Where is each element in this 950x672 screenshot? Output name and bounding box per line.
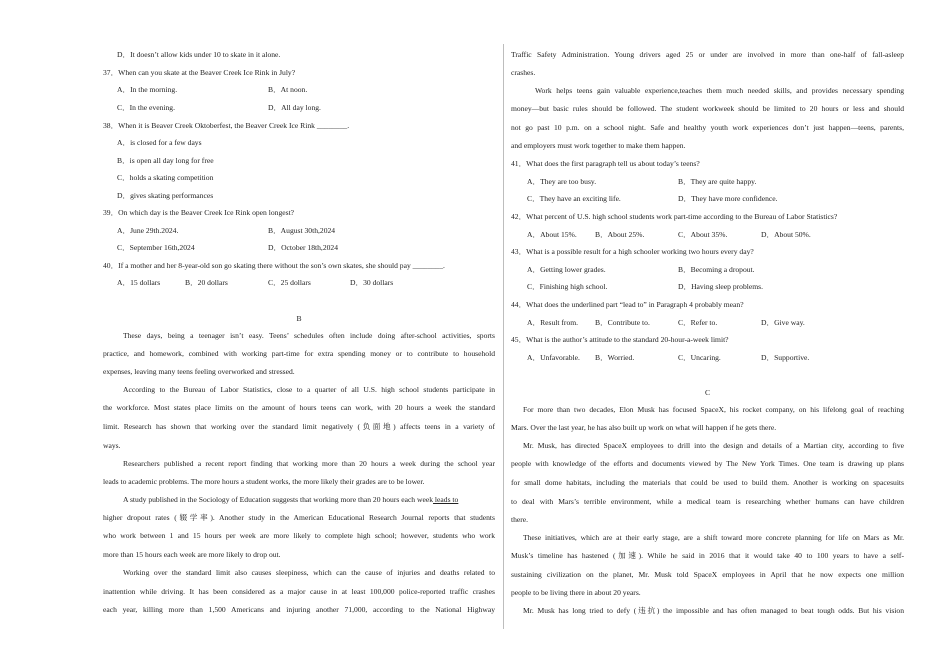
passage-c-line: These initiatives, which are at their early stage, are a shift toward more concrete planning for life on Mars as Mr. xyxy=(523,533,904,542)
passage-b-text: A study published in the Sociology of Education suggests that working more than 20 hours each week xyxy=(123,495,434,504)
passage-b-line: not go past 10 p.m. on a school night. Safe and healthy youth work experiences don’t just happen—teens, parents, xyxy=(511,123,904,132)
passage-c-line: people with knowledge of the efforts and documents viewed by The New York Times. One team is drawing up plans xyxy=(511,459,904,468)
section-b-heading: B xyxy=(296,314,302,323)
passage-b-line: the workforce. Most states place limits on the amount of hours teens can work, with 20 hours a week the standard xyxy=(103,403,495,412)
q41-option-d: D．They have more confidence. xyxy=(678,194,778,203)
q38-option-a: A．is closed for a few days xyxy=(117,138,202,147)
q42-option-d: D．About 50%. xyxy=(761,230,811,239)
q38-option-c: C．holds a skating competition xyxy=(117,173,214,182)
q38-question: 38．When it is Beaver Creek Oktoberfest, the Beaver Creek Ice Rink ________. xyxy=(103,121,350,130)
passage-c-line: there. xyxy=(511,515,529,524)
passage-b-line: higher dropout rates (辍学率). Another study in the American Educational Research Journal reports that students xyxy=(103,513,495,522)
q43-option-b: B．Becoming a dropout. xyxy=(678,265,755,274)
q39-option-a: A．June 29th.2024. xyxy=(117,226,179,235)
passage-b-line: Working over the standard limit also causes sleepiness, which can the cause of injuries and deaths related to xyxy=(123,568,495,577)
passage-b-line: expenses, leaving many teens feeling overworked and stressed. xyxy=(103,367,295,376)
q44-option-b: B．Contribute to. xyxy=(595,318,650,327)
q41-question: 41．What does the first paragraph tell us about today’s teens? xyxy=(511,159,700,168)
q36-option-d: D．It doesn’t allow kids under 10 to skate in it alone. xyxy=(117,50,281,59)
q40-option-a: A．15 dollars xyxy=(117,278,161,287)
q43-option-a: A．Getting lower grades. xyxy=(527,265,606,274)
passage-b-line: more than 15 hours each week are more likely to drop out. xyxy=(103,550,281,559)
q41-option-a: A．They are too busy. xyxy=(527,177,597,186)
passage-b-line: who work between 1 and 15 hours per week are more likely to complete high school; however, students who work xyxy=(103,531,495,540)
q44-question: 44．What does the underlined part “lead to” in Paragraph 4 probably mean? xyxy=(511,300,744,309)
passage-c-line: For more than two decades, Elon Musk has focused SpaceX, his rocket company, on his lifelong goal of reaching xyxy=(523,405,904,414)
q38-option-d: D．gives skating performances xyxy=(117,191,214,200)
passage-c-line: sustaining civilization on the planet, Mr. Musk told SpaceX employees in April that he now expects one million xyxy=(511,570,904,579)
passage-b-line: money—but basic rules should be followed. The student workweek should be limited to 20 hours or less and should xyxy=(511,104,904,113)
q42-option-a: A．About 15%. xyxy=(527,230,577,239)
q42-option-b: B．About 25%. xyxy=(595,230,645,239)
passage-c-line: Mars. Over the last year, he has also built up work on what will happen if he gets there. xyxy=(511,423,777,432)
q44-option-c: C．Refer to. xyxy=(678,318,718,327)
q43-option-d: D．Having sleep problems. xyxy=(678,282,763,291)
passage-b-line: crashes. xyxy=(511,68,536,77)
passage-c-line: people to be living there in about 20 years. xyxy=(511,588,641,597)
passage-c-line: Mr. Musk has long tried to defy (违抗) the impossible and has often managed to beat tough odds. But his vision xyxy=(523,606,904,615)
passage-b-line: inattention while driving. It has been considered as a major cause in at least 100,000 police-reported traffic crashes xyxy=(103,587,495,596)
q39-option-b: B．August 30th,2024 xyxy=(268,226,336,235)
passage-b-line: These days, being a teenager isn’t easy. Teens’ schedules often include doing after-school activities, sports xyxy=(123,331,495,340)
passage-c-line: Musk’s timeline has hastened (加速). While he said in 2016 that it would take 40 to 100 years to have a self- xyxy=(511,551,904,560)
q45-option-d: D．Supportive. xyxy=(761,353,810,362)
q42-question: 42．What percent of U.S. high school students work part-time according to the Bureau of Labor Statistics? xyxy=(511,212,838,221)
q45-option-c: C．Uncaring. xyxy=(678,353,721,362)
passage-b-line: limit. Research has shown that working over the standard limit negatively (负面地) affects teens in a variety of xyxy=(103,422,495,431)
passage-b-line: Researchers published a recent report finding that working more than 20 hours a week during the school year xyxy=(123,459,495,468)
q40-option-d: D．30 dollars xyxy=(350,278,394,287)
passage-b-line: leads to academic problems. The more hours a student works, the more likely their grades are to be lower. xyxy=(103,477,425,486)
passage-c-line: for small dome habitats, including the materials that could be used to build them. Another is working on spacesuits xyxy=(511,478,904,487)
passage-b-line xyxy=(123,495,458,505)
q45-question: 45．What is the author’s attitude to the standard 20-hour-a-week limit? xyxy=(511,335,729,344)
q41-option-c: C．They have an exciting life. xyxy=(527,194,621,203)
q44-option-a: A．Result from. xyxy=(527,318,579,327)
underlined-phrase-lead-to: leads to xyxy=(433,495,459,504)
q37-option-b: B．At noon. xyxy=(268,85,308,94)
q37-option-a: A．In the morning. xyxy=(117,85,178,94)
q43-option-c: C．Finishing high school. xyxy=(527,282,608,291)
q45-option-a: A．Unfavorable. xyxy=(527,353,580,362)
q45-option-b: B．Worried. xyxy=(595,353,635,362)
q40-option-c: C．25 dollars xyxy=(268,278,311,287)
passage-c-line: Mr. Musk, has directed SpaceX employees to drill into the design and details of a Martian city, according to five xyxy=(523,441,904,450)
passage-b-line: ways. xyxy=(103,441,121,450)
q39-question: 39．On which day is the Beaver Creek Ice Rink open longest? xyxy=(103,208,295,217)
q39-option-d: D．October 18th,2024 xyxy=(268,243,339,252)
q40-question: 40．If a mother and her 8-year-old son go skating there without the son’s own skates, she should pay ________. xyxy=(103,261,445,270)
column-divider xyxy=(503,44,504,629)
q37-option-d: D．All day long. xyxy=(268,103,321,112)
passage-b-line: Traffic Safety Administration. Young drivers aged 25 or under are involved in more than one-half of fall-asleep xyxy=(511,50,904,59)
passage-b-line: According to the Bureau of Labor Statistics, close to a quarter of all U.S. high school students participate in xyxy=(123,385,495,394)
passage-b-line: and employers must work together to make them happen. xyxy=(511,141,686,150)
passage-b-line: each year, killing more than 1,500 Americans and injuring another 71,000, according to the National Highway xyxy=(103,605,495,614)
q43-question: 43．What is a possible result for a high schooler working two hours every day? xyxy=(511,247,754,256)
q40-option-b: B．20 dollars xyxy=(185,278,228,287)
q44-option-d: D．Give way. xyxy=(761,318,805,327)
q42-option-c: C．About 35%. xyxy=(678,230,728,239)
q38-option-b: B．is open all day long for free xyxy=(117,156,214,165)
section-c-heading: C xyxy=(704,388,711,397)
q39-option-c: C．September 16th,2024 xyxy=(117,243,195,252)
q41-option-b: B．They are quite happy. xyxy=(678,177,757,186)
passage-b-line: Work helps teens gain valuable experience,teaches them much needed skills, and provides necessary spending xyxy=(535,86,904,95)
passage-b-line: practice, and homework, combined with working part-time for extra spending money or to contribute to household xyxy=(103,349,495,358)
q37-question: 37．When can you skate at the Beaver Creek Ice Rink in July? xyxy=(103,68,296,77)
passage-c-line: to deal with Mars’s terrible environment, while a medical team is researching whether humans can have children xyxy=(511,497,904,506)
q37-option-c: C．In the evening. xyxy=(117,103,175,112)
